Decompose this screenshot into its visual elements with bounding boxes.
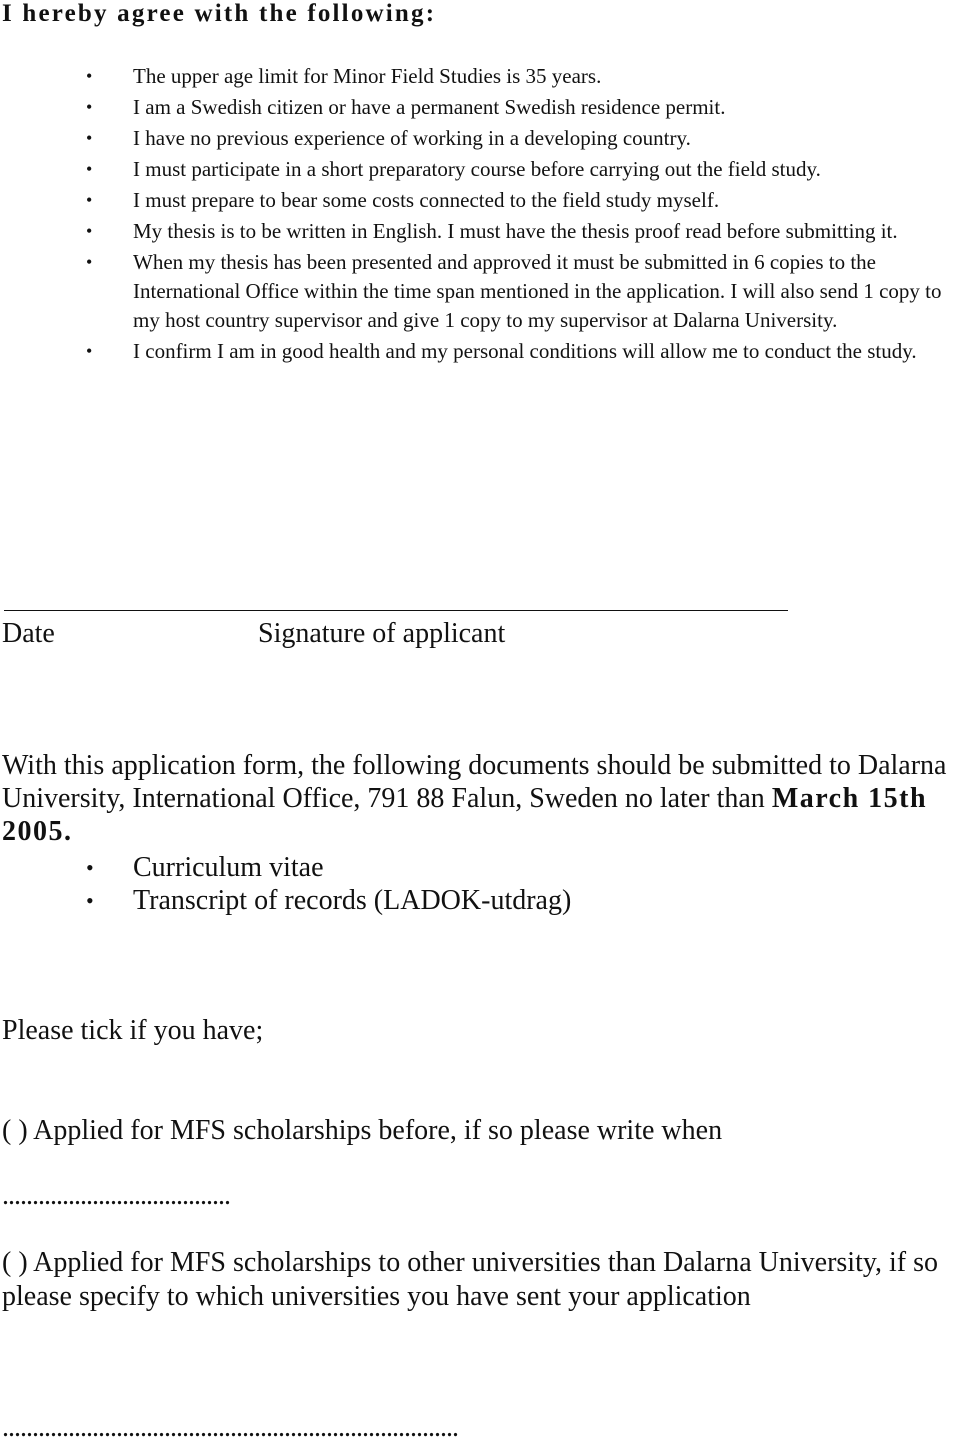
agreement-item (0, 217, 960, 246)
agreement-text: The upper age limit for Minor Field Studies is 35 years. (133, 64, 602, 88)
agreement-item (0, 248, 960, 335)
agreement-item (0, 337, 960, 366)
bullet-icon: • (86, 190, 93, 210)
agreement-text: I confirm I am in good health and my personal conditions will allow me to conduct the study. (133, 339, 917, 363)
bullet-icon: • (86, 252, 93, 272)
bullet-icon: • (86, 341, 93, 361)
documents-list (0, 851, 960, 917)
documents-instructions (2, 749, 958, 848)
bullet-icon: • (86, 97, 93, 117)
bullet-icon: • (86, 855, 94, 880)
agreement-item (0, 93, 960, 122)
applicant-signature-label: Signature of applicant (258, 618, 506, 649)
agreement-list (0, 62, 960, 368)
agreement-text: I have no previous experience of working in a developing country. (133, 126, 691, 150)
page-heading: I hereby agree with the following: (2, 0, 437, 27)
agreement-item (0, 62, 960, 91)
other-universities-field[interactable]: ............................................................................ (2, 1412, 458, 1443)
bullet-icon: • (86, 159, 93, 179)
other-universities-checkbox-option[interactable]: ( ) Applied for MFS scholarships to other universities than Dalarna University, if so please specify to which universities you have sent your application (2, 1247, 939, 1312)
deadline-text: March 15th 2005. (2, 783, 928, 847)
document-item (0, 851, 960, 884)
signature-line[interactable] (4, 610, 788, 611)
agreement-text: I must participate in a short preparatory course before carrying out the field study. (133, 157, 821, 181)
agreement-text: My thesis is to be written in English. I must have the thesis proof read before submitting it. (133, 219, 898, 243)
date-label: Date (2, 618, 55, 649)
document-item-text: Transcript of records (LADOK-utdrag) (133, 885, 572, 916)
agreement-item (0, 155, 960, 184)
agreement-item (0, 186, 960, 215)
agreement-text: I must prepare to bear some costs connected to the field study myself. (133, 188, 720, 212)
previous-mfs-when-field[interactable]: ...................................... (2, 1180, 230, 1211)
agreement-text: When my thesis has been presented and approved it must be submitted in 6 copies to the International Office within the time span mentioned in the application. I will also send 1 copy to my host country supervisor and give 1 copy to my supervisor at Dalarna University. (133, 250, 942, 332)
bullet-icon: • (86, 66, 93, 86)
previous-mfs-checkbox-option[interactable]: ( ) Applied for MFS scholarships before, if so please write when (2, 1115, 723, 1146)
tick-instructions: Please tick if you have; (2, 1015, 264, 1046)
agreement-text: I am a Swedish citizen or have a permanent Swedish residence permit. (133, 95, 726, 119)
agreement-item (0, 124, 960, 153)
bullet-icon: • (86, 128, 93, 148)
documents-intro-text: With this application form, the following documents should be submitted to Dalarna University, International Office, 791 88 Falun, Sweden no later than (2, 750, 947, 814)
bullet-icon: • (86, 888, 94, 913)
document-item-text: Curriculum vitae (133, 852, 324, 883)
document-item (0, 884, 960, 917)
bullet-icon: • (86, 221, 93, 241)
